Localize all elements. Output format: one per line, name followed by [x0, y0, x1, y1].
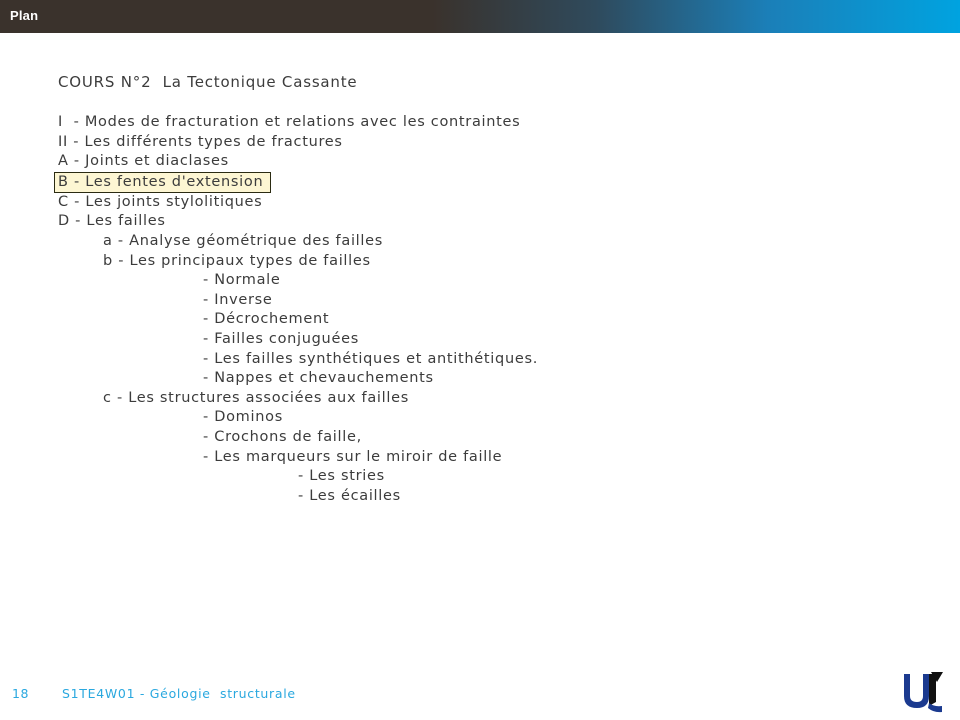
footer-course-label: S1TE4W01 - Géologie structurale [62, 686, 296, 701]
outline-item [58, 467, 918, 487]
page-title: Plan [10, 8, 39, 23]
outline-item-label: D - Les failles [58, 213, 166, 230]
title-bar [0, 0, 960, 33]
university-logo-icon [898, 672, 944, 714]
highlighted-outline-item: B - Les fentes d'extension [54, 172, 271, 193]
outline-item-label: - Décrochement [203, 311, 330, 328]
outline-item [58, 330, 918, 350]
outline-item-label: C - Les joints stylolitiques [58, 193, 263, 210]
outline-item-label: A - Joints et diaclases [58, 153, 229, 170]
outline-item-label: - Les marqueurs sur le miroir de faille [203, 448, 503, 465]
outline-item-label: I - Modes de fracturation et relations avec les contraintes [58, 114, 521, 130]
outline-item-label: - Failles conjuguées [203, 330, 359, 347]
outline-item-label: - Les stries [298, 468, 385, 485]
outline-item-label: - Les écailles [298, 487, 401, 504]
footer-page-number: 18 [12, 686, 30, 701]
outline-list [58, 113, 918, 506]
slide-heading: COURS N°2 La Tectonique Cassante [58, 73, 358, 91]
slide-footer [0, 686, 960, 706]
slide-body [0, 33, 960, 720]
outline-item-label: - Inverse [203, 291, 273, 308]
outline-item [58, 408, 918, 428]
outline-item [58, 133, 918, 153]
outline-item [58, 310, 918, 330]
outline-item [58, 113, 918, 133]
outline-item [58, 193, 918, 213]
outline-item-label: - Dominos [203, 409, 283, 426]
outline-item [58, 487, 918, 507]
outline-item [58, 232, 918, 252]
outline-item [58, 389, 918, 409]
outline-item [58, 252, 918, 272]
outline-item [58, 172, 918, 193]
outline-item [58, 291, 918, 311]
outline-item [58, 152, 918, 172]
outline-item [58, 428, 918, 448]
outline-item [58, 350, 918, 370]
outline-item-label: - Les failles synthétiques et antithétiques. [203, 350, 539, 367]
outline-item-label: b - Les principaux types de failles [103, 252, 371, 269]
outline-item [58, 448, 918, 468]
outline-item-label: a - Analyse géométrique des failles [103, 232, 384, 249]
outline-item-label: c - Les structures associées aux failles [103, 389, 409, 406]
outline-item [58, 271, 918, 291]
outline-item-label: - Crochons de faille, [203, 428, 362, 445]
outline-item-label: - Nappes et chevauchements [203, 370, 434, 387]
outline-item [58, 212, 918, 232]
outline-item-label: - Normale [203, 272, 281, 289]
slide-content [58, 73, 918, 506]
outline-item [58, 369, 918, 389]
outline-item-label: II - Les différents types de fractures [58, 133, 343, 150]
